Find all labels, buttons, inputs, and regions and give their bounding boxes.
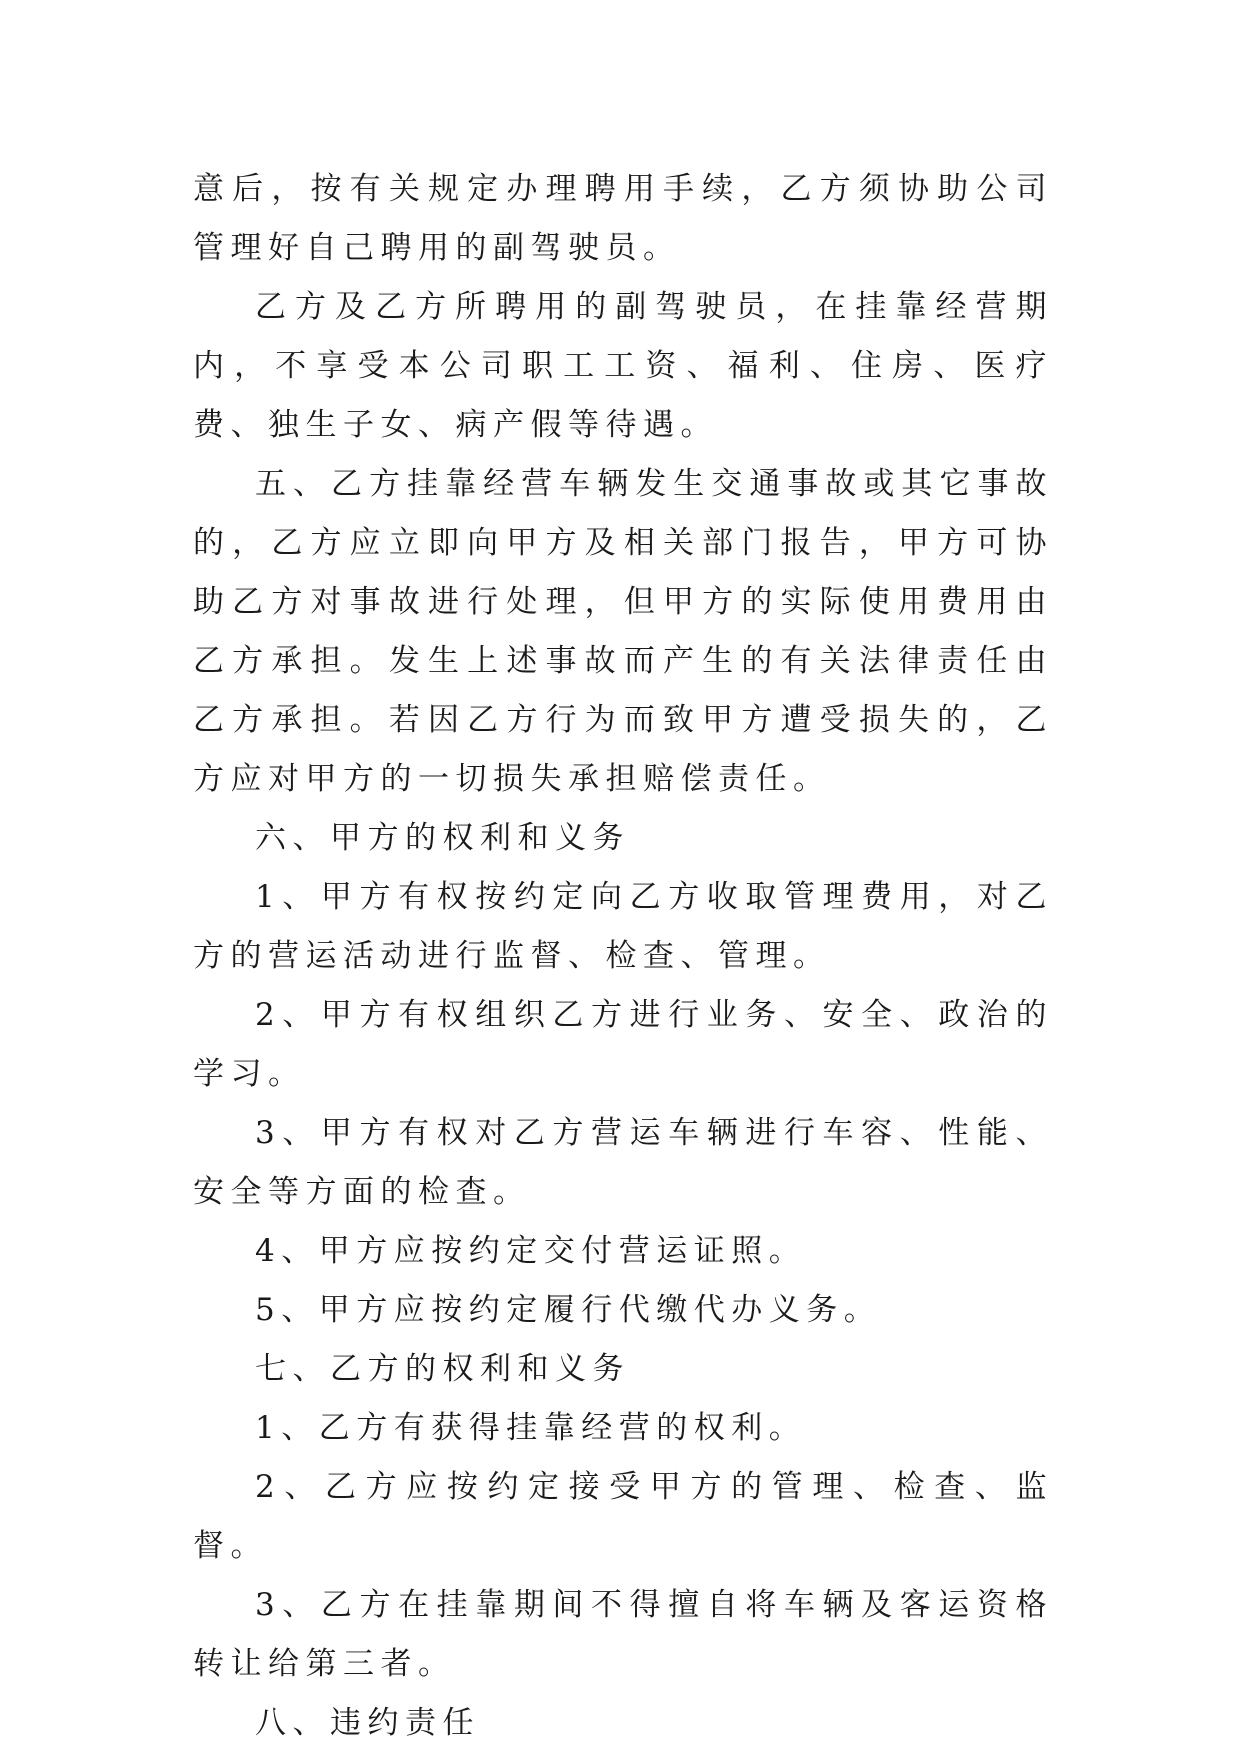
paragraph-6-2: 2、甲方有权组织乙方进行业务、安全、政治的学习。 xyxy=(193,997,1053,1092)
paragraph-7-3: 3、乙方在挂靠期间不得擅自将车辆及客运资格转让给第三者。 xyxy=(193,1587,1053,1682)
heading-section-7: 七、乙方的权利和义务 xyxy=(255,1351,630,1387)
paragraph-6-3: 3、甲方有权对乙方营运车辆进行车容、性能、安全等方面的检查。 xyxy=(193,1115,1053,1210)
paragraph-6-4: 4、甲方应按约定交付营运证照。 xyxy=(255,1233,807,1269)
paragraph-7-1: 1、乙方有获得挂靠经营的权利。 xyxy=(255,1410,807,1446)
paragraph-7-2: 2、乙方应按约定接受甲方的管理、检查、监督。 xyxy=(193,1469,1053,1564)
paragraph-6-1: 1、甲方有权按约定向乙方收取管理费用，对乙方的营运活动进行监督、检查、管理。 xyxy=(193,879,1053,974)
paragraph-section-5-accidents: 五、乙方挂靠经营车辆发生交通事故或其它事故的，乙方应立即向甲方及相关部门报告，甲方可协助乙方对事故进行处理，但甲方的实际使用费用由乙方承担。发生上述事故而产生的有关法律责任由乙方承担。若因乙方行为而致甲方遭受损失的，乙方应对甲方的一切损失承担赔偿责任。 xyxy=(193,466,1053,797)
paragraph-no-employee-benefits: 乙方及乙方所聘用的副驾驶员，在挂靠经营期内，不享受本公司职工工资、福利、住房、医疗费、独生子女、病产假等待遇。 xyxy=(193,289,1053,443)
paragraph-hiring-continuation: 意后，按有关规定办理聘用手续，乙方须协助公司管理好自己聘用的副驾驶员。 xyxy=(193,171,1053,266)
paragraph-6-5: 5、甲方应按约定履行代缴代办义务。 xyxy=(255,1292,882,1328)
document-body xyxy=(193,160,1053,1753)
heading-section-8: 八、违约责任 xyxy=(255,1705,480,1741)
heading-section-6: 六、甲方的权利和义务 xyxy=(255,820,630,856)
